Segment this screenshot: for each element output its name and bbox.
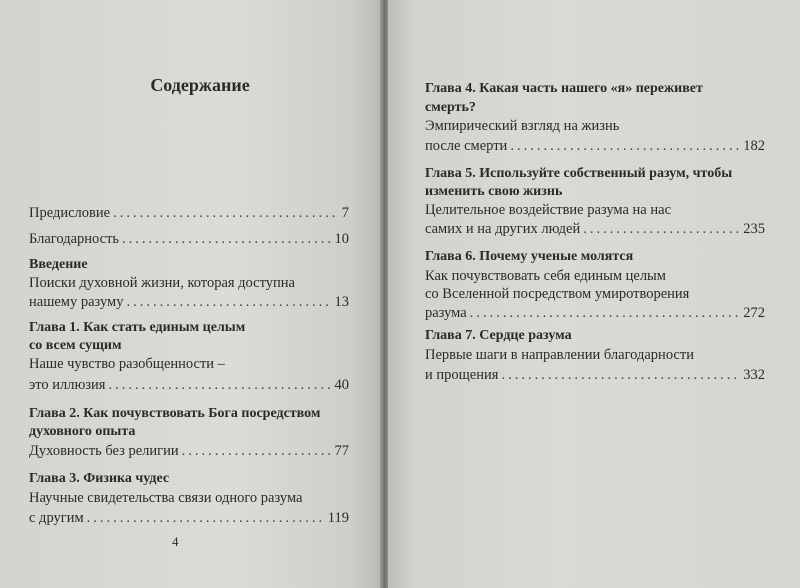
entry-page: 182 [743, 138, 765, 154]
entry-label: самих и на других людей [425, 221, 581, 237]
toc-entry-chapter3 [29, 509, 349, 527]
chapter5-heading: Глава 5. Используйте собственный разум, чтобы [425, 166, 733, 181]
chapter1-heading: со всем сущим [29, 338, 122, 353]
left-page [0, 0, 382, 588]
dot-leader [87, 509, 325, 527]
toc-entry-chapter6 [425, 304, 765, 322]
entry-label: Предисловие [29, 205, 111, 221]
toc-entry-chapter1 [29, 376, 349, 394]
dot-leader [510, 137, 740, 155]
right-page [388, 0, 800, 588]
toc-entry-chapter7 [425, 366, 765, 384]
chapter3-heading: Глава 3. Физика чудес [29, 471, 170, 486]
chapter7-heading: Глава 7. Сердце разума [425, 328, 572, 343]
entry-page: 40 [334, 377, 349, 393]
chapter6-heading: Глава 6. Почему ученые молятся [425, 249, 634, 264]
entry-page: 10 [334, 231, 349, 247]
chapter5-heading: изменить свою жизнь [425, 184, 563, 199]
chapter2-heading: Глава 2. Как почувствовать Бога посредством [29, 406, 321, 421]
entry-page: 7 [341, 205, 349, 221]
chapter6-line: Как почувствовать себя единым целым [425, 268, 666, 284]
chapter1-line: Наше чувство разобщенности – [29, 356, 225, 372]
chapter3-line: Научные свидетельства связи одного разума [29, 490, 303, 506]
entry-page: 235 [743, 221, 765, 237]
toc-title: Содержание [150, 75, 250, 95]
chapter6-line: со Вселенной посредством умиротворения [425, 286, 690, 302]
dot-leader [108, 376, 331, 394]
entry-page: 13 [334, 294, 349, 310]
entry-label: нашему разуму [29, 294, 124, 310]
chapter4-heading: смерть? [425, 100, 476, 115]
dot-leader [501, 366, 740, 384]
toc-entry-intro [29, 293, 349, 311]
entry-label: это иллюзия [29, 377, 106, 393]
chapter4-line: Эмпирический взгляд на жизнь [425, 118, 620, 134]
entry-page: 332 [743, 367, 765, 383]
dot-leader [182, 442, 332, 460]
chapter4-heading: Глава 4. Какая часть нашего «я» переживет [425, 81, 703, 96]
toc-entry-chapter2 [29, 442, 349, 460]
entry-label: Духовность без религии [29, 443, 179, 459]
toc-entry-chapter4 [425, 137, 765, 155]
entry-label: Благодарность [29, 231, 120, 247]
page-number: 4 [172, 534, 179, 549]
dot-leader [122, 230, 331, 248]
chapter5-line: Целительное воздействие разума на нас [425, 202, 672, 218]
toc-entry-gratitude [29, 230, 349, 248]
dot-leader [113, 204, 339, 222]
entry-label: разума [425, 305, 467, 321]
intro-line: Поиски духовной жизни, которая доступна [29, 275, 295, 291]
toc-entry-chapter5 [425, 220, 765, 238]
entry-label: и прощения [425, 367, 499, 383]
entry-page: 272 [743, 305, 765, 321]
toc-entry-preface [29, 204, 349, 222]
chapter1-heading: Глава 1. Как стать единым целым [29, 320, 246, 335]
entry-label: с другим [29, 510, 84, 526]
dot-leader [583, 220, 740, 238]
chapter7-line: Первые шаги в направлении благодарности [425, 347, 694, 363]
chapter2-heading: духовного опыта [29, 424, 136, 439]
intro-heading: Введение [29, 257, 88, 272]
entry-page: 119 [327, 510, 349, 526]
entry-page: 77 [334, 443, 349, 459]
entry-label: после смерти [425, 138, 508, 154]
dot-leader [470, 304, 741, 322]
dot-leader [126, 293, 331, 311]
